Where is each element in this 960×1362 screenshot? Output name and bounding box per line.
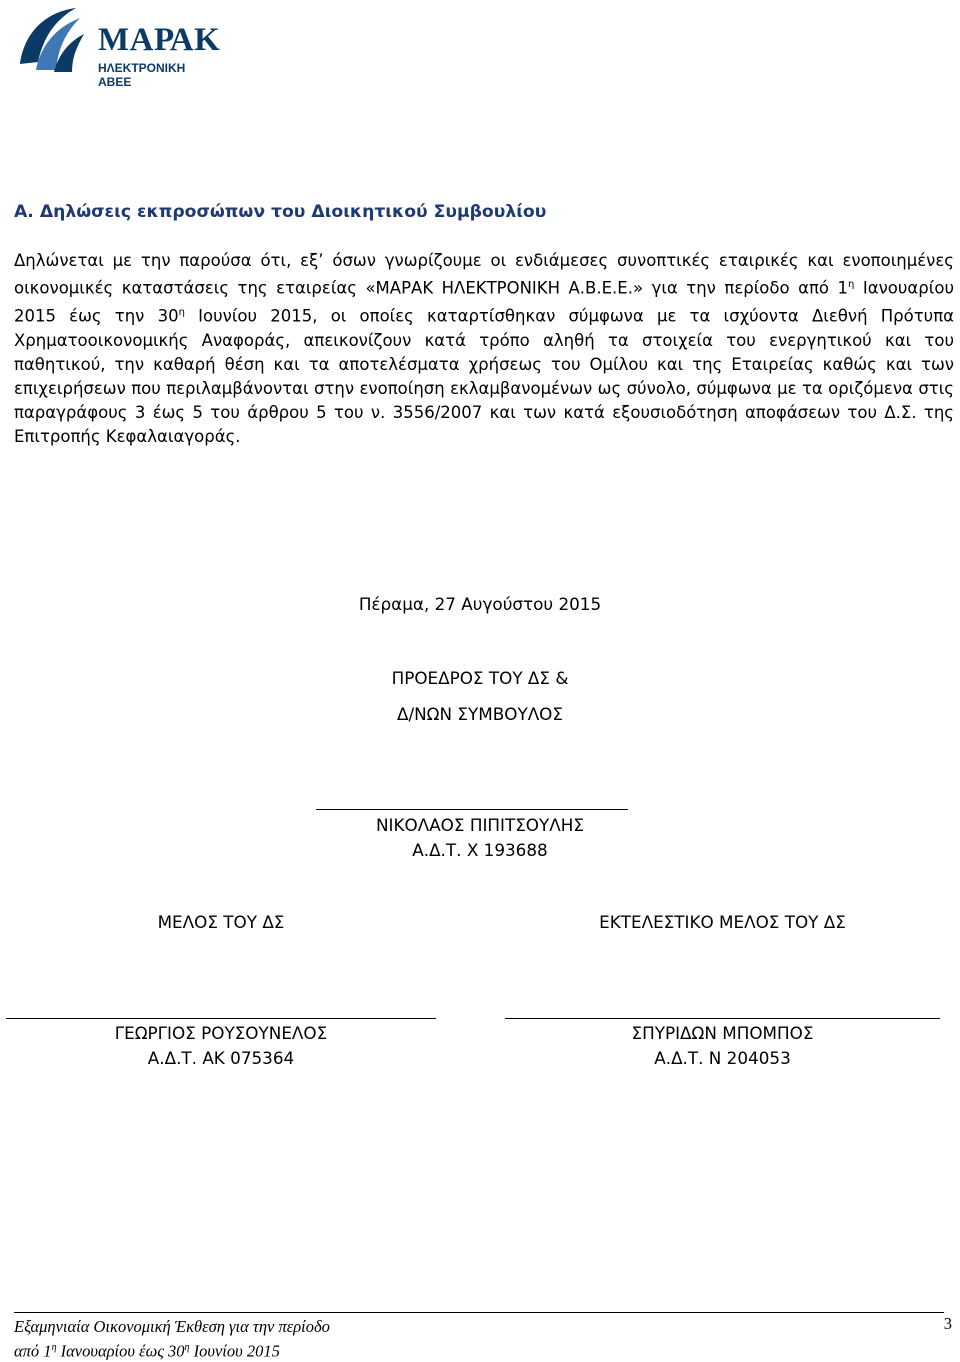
chairman-name: ΝΙΚΟΛΑΟΣ ΠΙΠΙΤΣΟΥΛΗΣ: [376, 815, 584, 835]
ordinal-superscript: η: [847, 279, 855, 291]
footer-line-2-part-3: Ιουνίου 2015: [189, 1341, 280, 1361]
chairman-title-line-1: ΠΡΟΕΔΡΟΣ ΤΟΥ ΔΣ &: [391, 668, 569, 688]
paragraph-text-part-2: Ιανουαρίου 2015 έως την 30: [14, 278, 955, 326]
footer-line-2-part-1: από 1: [14, 1341, 52, 1361]
member-left-title: ΜΕΛΟΣ ΤΟΥ ΔΣ: [157, 912, 285, 932]
member-right-signature-line: [505, 1018, 940, 1019]
declaration-paragraph: [14, 249, 954, 450]
member-right-id: Α.Δ.Τ. Ν 204053: [654, 1048, 791, 1068]
company-logo: [14, 4, 221, 89]
footer-superscript: η: [51, 1342, 57, 1353]
member-right-title: ΕΚΤΕΛΕΣΤΙΚΟ ΜΕΛΟΣ ΤΟΥ ΔΣ: [599, 912, 846, 932]
chairman-id: Α.Δ.Τ. Χ 193688: [412, 840, 548, 860]
logo-mark-icon: [14, 4, 86, 76]
footer-text: [14, 1316, 330, 1362]
logo-subtitle: ΗΛΕΚΤΡΟΝΙΚΗ ΑΒΕΕ: [98, 61, 186, 89]
footer-line-2: [14, 1337, 330, 1362]
footer-line-2-part-2: Ιανουαρίου έως 30: [56, 1341, 185, 1361]
section-heading: Α. Δηλώσεις εκπροσώπων του Διοικητικού Συμβουλίου: [14, 202, 547, 222]
member-left-signature-line: [6, 1018, 436, 1019]
paragraph-text-part-1: Δηλώνεται με την παρούσα ότι, εξ’ όσων γνωρίζουμε οι ενδιάμεσες συνοπτικές εταιρικές και ενοποιημένες οικονομικές καταστάσεις της εταιρείας «ΜΑΡΑΚ ΗΛΕΚΤΡΟΝΙΚΗ Α.Β.Ε.Ε.» για την περίοδο από 1: [14, 251, 954, 298]
footer-superscript: η: [184, 1342, 190, 1353]
footer-line-1: Εξαμηνιαία Οικονομική Έκθεση για την περίοδο: [14, 1317, 330, 1336]
member-left-name: ΓΕΩΡΓΙΟΣ ΡΟΥΣΟΥΝΕΛΟΣ: [114, 1023, 328, 1043]
chairman-title-line-2: Δ/ΝΩΝ ΣΥΜΒΟΥΛΟΣ: [397, 704, 563, 724]
place-date: Πέραμα, 27 Αυγούστου 2015: [358, 594, 602, 614]
chairman-signature-line: [316, 809, 628, 810]
logo-title: ΜΑΡΑΚ: [98, 22, 221, 58]
member-right-name: ΣΠΥΡΙΔΩΝ ΜΠΟΜΠΟΣ: [631, 1023, 814, 1043]
paragraph-text-part-3: Ιουνίου 2015, οι οποίες καταρτίσθηκαν σύμφωνα με τα ισχύοντα Διεθνή Πρότυπα Χρηματοοικονομικής Αναφοράς, απεικονίζουν κατά τρόπο αληθή τα στοιχεία του ενεργητικού και του παθητικού, την καθαρή θέση και τα αποτελέσματα χρήσεως του Ομίλου και της Εταιρείας καθώς και των επιχειρήσεων που περιλαμβάνονται στην ενοποίηση εκλαμβανομένων ως σύνολο, σύμφωνα με τα οριζόμενα στις παραγράφους 3 έως 5 του άρθρου 5 του ν. 3556/2007 και των κατά εξουσιοδότηση αποφάσεων του Δ.Σ. της Επιτροπής Κεφαλαιαγοράς.: [14, 306, 954, 447]
ordinal-superscript: η: [178, 306, 185, 318]
page-number: 3: [943, 1314, 952, 1333]
footer-divider: [14, 1312, 944, 1313]
member-left-id: Α.Δ.Τ. ΑΚ 075364: [147, 1048, 295, 1068]
